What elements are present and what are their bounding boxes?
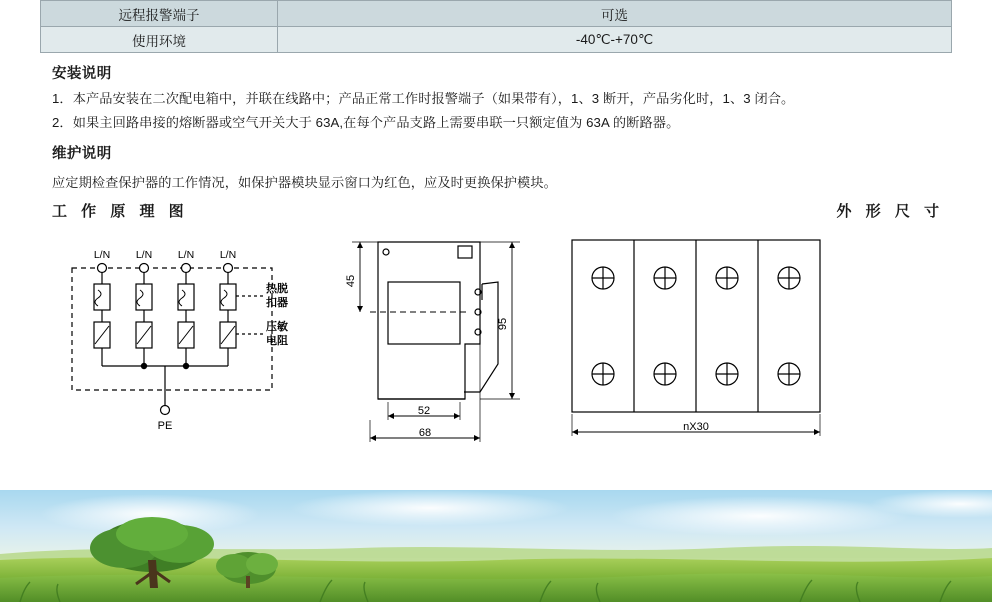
install-section-title: 安装说明 xyxy=(52,66,112,82)
install-item-2: 2．如果主回路串接的熔断器或空气开关大于 63A,在每个产品支路上需要串联一只额定值为 63A 的断路器。 xyxy=(52,114,680,130)
dim-95: 95 xyxy=(497,318,509,331)
table-cell-label: 远程报警端子 xyxy=(41,1,278,27)
schematic-thermal-label-line2: 扣器 xyxy=(266,297,288,310)
schematic-thermal-label-line1: 热脱 xyxy=(266,283,288,296)
schematic-terminal-label: L/N xyxy=(93,249,111,262)
schematic-mov-label-line1: 压敏 xyxy=(266,321,288,334)
dim-52: 52 xyxy=(417,405,431,418)
instructions-area xyxy=(0,62,992,192)
dim-68: 68 xyxy=(418,427,432,440)
schematic-diagram xyxy=(60,226,290,441)
schematic-mov-label-line2: 电阻 xyxy=(266,335,288,348)
table-cell-label: 使用环境 xyxy=(41,27,278,53)
maintenance-item-1: 应定期检查保护器的工作情况，如保护器模块显示窗口为红色，应及时更换保护模块。 xyxy=(52,174,557,190)
front-view-drawing xyxy=(560,230,850,455)
table-row xyxy=(41,27,952,53)
table-cell-value: 可选 xyxy=(278,1,952,27)
dim-nx30: nX30 xyxy=(683,421,709,434)
dimensions-title: 外 形 尺 寸 xyxy=(836,203,944,221)
schematic-terminal-label: L/N xyxy=(219,249,237,262)
maintenance-section-title: 维护说明 xyxy=(52,145,112,162)
diagram-headings xyxy=(0,200,992,224)
side-view-drawing xyxy=(330,224,530,454)
schematic-terminal-label: L/N xyxy=(177,249,195,262)
working-principle-title: 工 作 原 理 图 xyxy=(52,203,189,221)
dim-45: 45 xyxy=(345,275,357,288)
table-row xyxy=(41,1,952,27)
footer-banner-image xyxy=(0,490,992,602)
table-cell-value: -40℃-+70℃ xyxy=(278,27,952,53)
install-item-1: 1．本产品安装在二次配电箱中，并联在线路中；产品正常工作时报警端子（如果带有），1、3 断开，产品劣化时，1、3 闭合。 xyxy=(52,91,795,106)
drawings-area xyxy=(0,224,992,464)
schematic-pe-label: PE xyxy=(157,420,173,433)
schematic-terminal-label: L/N xyxy=(135,249,153,262)
spec-table xyxy=(40,0,952,53)
